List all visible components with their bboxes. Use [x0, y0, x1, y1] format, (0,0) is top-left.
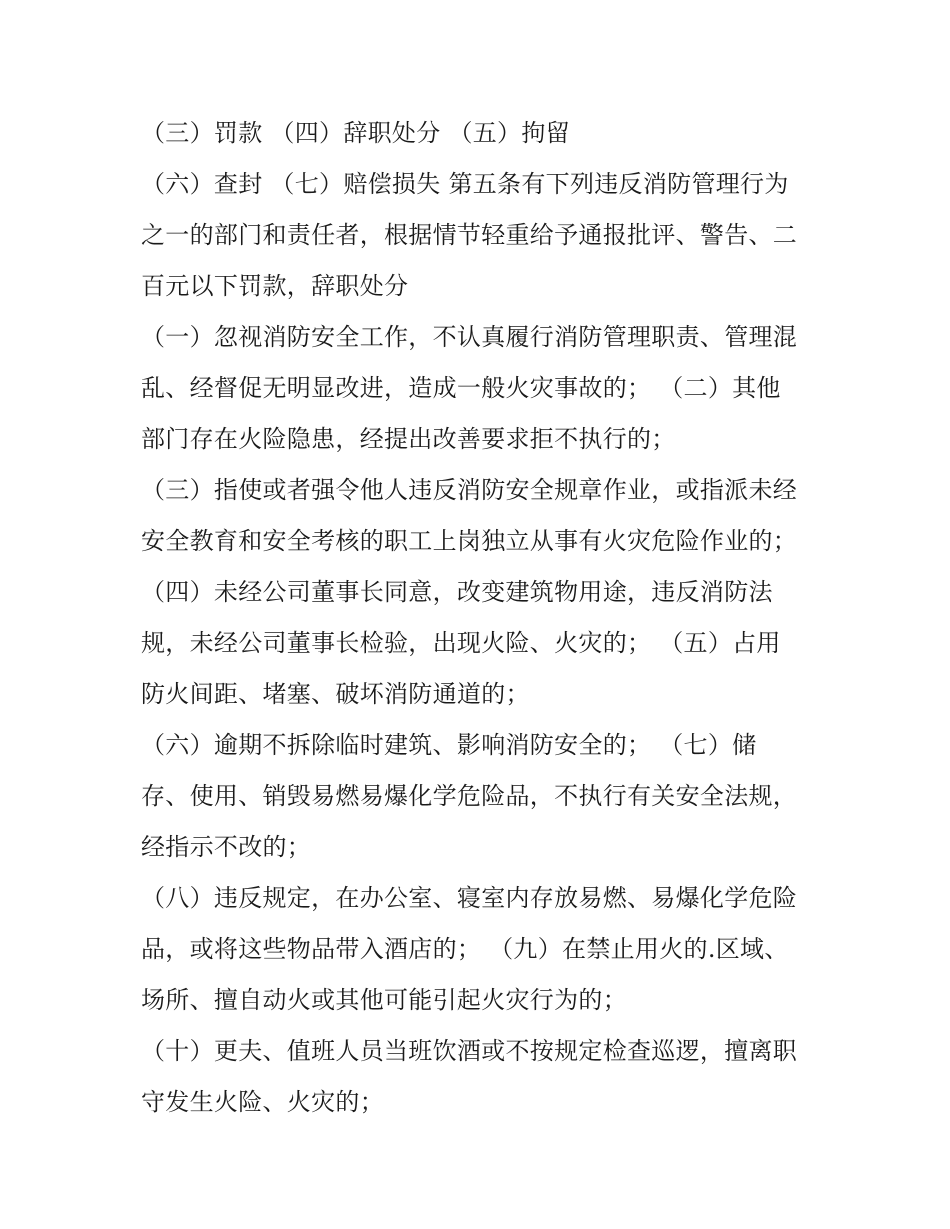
- text-line: 规，未经公司董事长检验，出现火险、火灾的； （五）占用: [141, 629, 781, 657]
- text-line: 场所、擅自动火或其他可能引起火灾行为的；: [141, 986, 627, 1014]
- text-line: 防火间距、堵塞、破坏消防通道的；: [141, 680, 530, 708]
- text-line: 安全教育和安全考核的职工上岗独立从事有火灾危险作业的；: [141, 527, 798, 555]
- text-line: 守发生火险、火灾的；: [141, 1088, 384, 1116]
- text-line: 部门存在火险隐患，经提出改善要求拒不执行的；: [141, 425, 676, 453]
- text-line: （十）更夫、值班人员当班饮酒或不按规定检查巡逻，擅离职: [141, 1037, 798, 1065]
- text-line: 百元以下罚款，辞职处分: [141, 272, 409, 300]
- text-line: 经指示不改的；: [141, 833, 312, 861]
- text-line: 乱、经督促无明显改进，造成一般火灾事故的； （二）其他: [141, 374, 781, 402]
- text-line: （一）忽视消防安全工作，不认真履行消防管理职责、管理混: [141, 323, 798, 351]
- text-line: 品，或将这些物品带入酒店的； （九）在禁止用火的.区域、: [141, 935, 789, 963]
- text-line: 存、使用、销毁易燃易爆化学危险品，不执行有关安全法规，: [141, 782, 798, 810]
- text-line: （四）未经公司董事长同意，改变建筑物用途，违反消防法: [141, 578, 773, 606]
- text-line: （八）违反规定，在办公室、寝室内存放易燃、易爆化学危险: [141, 884, 798, 912]
- text-line: （六）逾期不拆除临时建筑、影响消防安全的； （七）储: [141, 731, 757, 759]
- document-body: [141, 108, 821, 1128]
- text-line: 之一的部门和责任者，根据情节轻重给予通报批评、警告、二: [141, 221, 798, 249]
- text-line: （六）查封 （七）赔偿损失 第五条有下列违反消防管理行为: [141, 170, 789, 198]
- text-line: （三）罚款 （四）辞职处分 （五）拘留: [141, 119, 570, 147]
- text-line: （三）指使或者强令他人违反消防安全规章作业，或指派未经: [141, 476, 798, 504]
